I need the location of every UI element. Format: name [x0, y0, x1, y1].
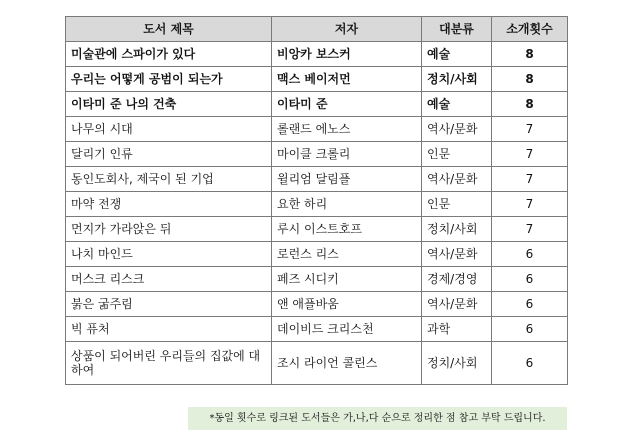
cell-author: 비앙카 보스커 — [272, 42, 422, 67]
cell-category: 예술 — [422, 92, 492, 117]
table-row — [66, 117, 568, 142]
column-header-title: 도서 제목 — [66, 17, 272, 42]
cell-category: 경제/경영 — [422, 267, 492, 292]
table-row — [66, 292, 568, 317]
cell-category: 역사/문화 — [422, 292, 492, 317]
cell-category: 인문 — [422, 142, 492, 167]
table-row — [66, 267, 568, 292]
cell-category: 역사/문화 — [422, 242, 492, 267]
column-header-category: 대분류 — [422, 17, 492, 42]
cell-author: 마이클 크롤리 — [272, 142, 422, 167]
table-row — [66, 192, 568, 217]
cell-author: 로런스 리스 — [272, 242, 422, 267]
table-row — [66, 142, 568, 167]
cell-category: 역사/문화 — [422, 117, 492, 142]
cell-count: 7 — [492, 167, 568, 192]
book-ranking-table — [65, 16, 568, 385]
cell-count: 6 — [492, 317, 568, 342]
cell-title: 붉은 굶주림 — [66, 292, 272, 317]
footnote: *동일 횟수로 링크된 도서들은 가,나,다 순으로 정리한 점 참고 부탁 드립니다. — [188, 407, 567, 430]
cell-count: 8 — [492, 42, 568, 67]
table-row — [66, 42, 568, 67]
cell-category: 정치/사회 — [422, 342, 492, 385]
column-header-count: 소개횟수 — [492, 17, 568, 42]
cell-count: 7 — [492, 142, 568, 167]
cell-author: 이타미 준 — [272, 92, 422, 117]
cell-category: 예술 — [422, 42, 492, 67]
table-row — [66, 242, 568, 267]
cell-count: 6 — [492, 242, 568, 267]
cell-count: 6 — [492, 267, 568, 292]
table-row — [66, 217, 568, 242]
table-header-row — [66, 17, 568, 42]
table-body — [66, 42, 568, 385]
table-row — [66, 92, 568, 117]
cell-count: 8 — [492, 92, 568, 117]
cell-author: 조시 라이언 콜린스 — [272, 342, 422, 385]
cell-count: 6 — [492, 292, 568, 317]
cell-category: 과학 — [422, 317, 492, 342]
cell-count: 7 — [492, 192, 568, 217]
cell-category: 정치/사회 — [422, 217, 492, 242]
cell-author: 윌리엄 달림플 — [272, 167, 422, 192]
cell-author: 데이비드 크리스천 — [272, 317, 422, 342]
table-row — [66, 67, 568, 92]
cell-author: 앤 애플바움 — [272, 292, 422, 317]
cell-category: 인문 — [422, 192, 492, 217]
cell-author: 롤랜드 에노스 — [272, 117, 422, 142]
cell-author: 요한 하리 — [272, 192, 422, 217]
cell-title: 나무의 시대 — [66, 117, 272, 142]
cell-category: 역사/문화 — [422, 167, 492, 192]
table-row — [66, 342, 568, 385]
cell-count: 7 — [492, 117, 568, 142]
column-header-author: 저자 — [272, 17, 422, 42]
cell-title: 상품이 되어버린 우리들의 집값에 대하여 — [66, 342, 272, 385]
table-row — [66, 317, 568, 342]
cell-title: 동인도회사, 제국이 된 기업 — [66, 167, 272, 192]
cell-count: 6 — [492, 342, 568, 385]
cell-title: 먼지가 가라앉은 뒤 — [66, 217, 272, 242]
cell-title: 달리기 인류 — [66, 142, 272, 167]
cell-title: 이타미 준 나의 건축 — [66, 92, 272, 117]
cell-title: 머스크 리스크 — [66, 267, 272, 292]
cell-author: 페즈 시디키 — [272, 267, 422, 292]
cell-title: 우리는 어떻게 공범이 되는가 — [66, 67, 272, 92]
cell-count: 8 — [492, 67, 568, 92]
cell-title: 빅 퓨처 — [66, 317, 272, 342]
cell-author: 맥스 베이저먼 — [272, 67, 422, 92]
cell-author: 루시 이스트호프 — [272, 217, 422, 242]
cell-category: 정치/사회 — [422, 67, 492, 92]
cell-title: 나치 마인드 — [66, 242, 272, 267]
cell-title: 마약 전쟁 — [66, 192, 272, 217]
cell-count: 7 — [492, 217, 568, 242]
table-row — [66, 167, 568, 192]
cell-title: 미술관에 스파이가 있다 — [66, 42, 272, 67]
